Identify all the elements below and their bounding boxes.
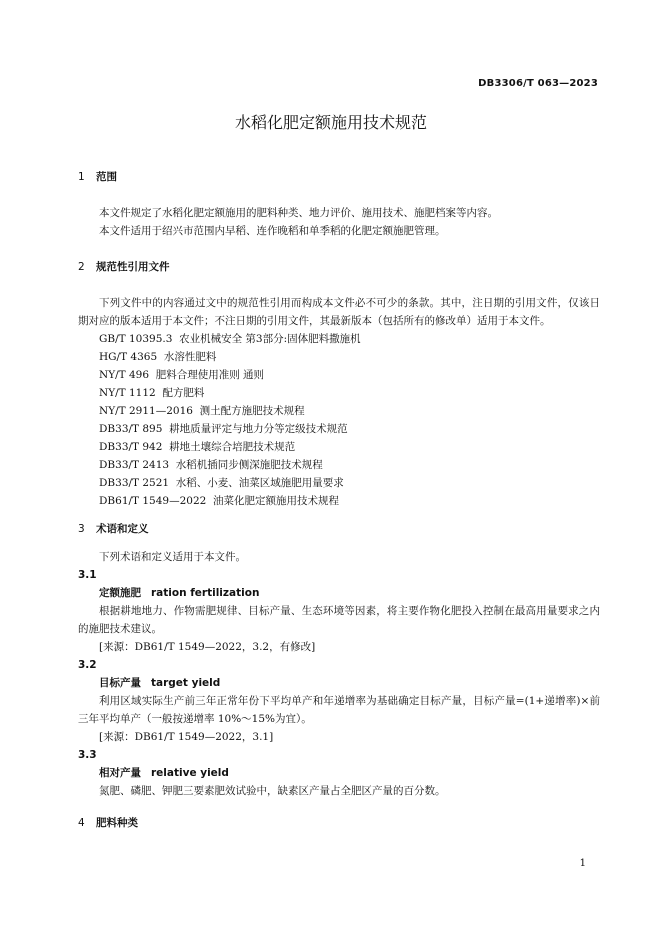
term-name (78, 584, 600, 602)
reference-item: NY/T 496 肥料合理使用准则 通则 (99, 369, 265, 381)
document-title: 水稻化肥定额施用技术规范 (234, 113, 427, 132)
term-name-zh: 定额施肥 (99, 587, 141, 599)
document-body (78, 168, 600, 832)
reference-item: HG/T 4365 水溶性肥料 (99, 351, 217, 363)
section-4-heading (78, 814, 600, 832)
term-name-en: relative yield (151, 767, 229, 779)
term-definition: 根据耕地地力、作物需肥规律、目标产量、生态环境等因素，将主要作物化肥投入控制在最高用量要求之内的施肥技术建议。 (78, 605, 600, 635)
paragraph: 下列文件中的内容通过文中的规范性引用而构成本文件必不可少的条款。其中，注日期的引用文件，仅该日期对应的版本适用于本文件；不注日期的引用文件，其最新版本（包括所有的修改单）适用于本文件。 (78, 297, 600, 327)
term-name-en: ration fertilization (151, 587, 260, 599)
term-name (78, 674, 600, 692)
term-name-en: target yield (151, 677, 221, 689)
section-title: 范围 (96, 171, 117, 183)
term-number: 3.2 (78, 659, 97, 671)
term-name (78, 764, 600, 782)
reference-item: DB33/T 2413 水稻机插同步侧深施肥技术规程 (99, 459, 323, 471)
section-title: 规范性引用文件 (96, 261, 170, 273)
section-number: 3 (78, 523, 85, 535)
reference-item: DB33/T 2521 水稻、小麦、油菜区域施肥用量要求 (99, 477, 344, 489)
term-name-zh: 相对产量 (99, 767, 141, 779)
section-2-heading (78, 258, 600, 276)
document-code: DB3306/T 063—2023 (478, 78, 598, 89)
paragraph: 本文件适用于绍兴市范围内早稻、连作晚稻和单季稻的化肥定额施肥管理。 (99, 225, 446, 237)
section-number: 4 (78, 817, 85, 829)
section-number: 1 (78, 171, 85, 183)
reference-item: GB/T 10395.3 农业机械安全 第3部分:固体肥料撒施机 (99, 333, 361, 345)
paragraph: 下列术语和定义适用于本文件。 (99, 551, 246, 563)
section-1-heading (78, 168, 600, 186)
reference-item: DB33/T 942 耕地土壤综合培肥技术规范 (99, 441, 296, 453)
section-3-heading (78, 520, 600, 538)
reference-item: DB61/T 1549—2022 油菜化肥定额施用技术规程 (99, 495, 339, 507)
section-title: 术语和定义 (96, 523, 149, 535)
page-number: 1 (579, 858, 586, 869)
reference-item: NY/T 2911—2016 测土配方施肥技术规程 (99, 405, 305, 417)
paragraph: 本文件规定了水稻化肥定额施用的肥料种类、地力评价、施用技术、施肥档案等内容。 (99, 207, 498, 219)
term-name-zh: 目标产量 (99, 677, 141, 689)
term-number: 3.3 (78, 749, 97, 761)
term-number: 3.1 (78, 569, 97, 581)
term-source: [来源：DB61/T 1549—2022，3.1] (99, 731, 274, 743)
reference-item: NY/T 1112 配方肥料 (99, 387, 205, 399)
section-number: 2 (78, 261, 85, 273)
reference-item: DB33/T 895 耕地质量评定与地力分等定级技术规范 (99, 423, 348, 435)
term-definition: 利用区域实际生产前三年正常年份下平均单产和年递增率为基础确定目标产量，目标产量=(1+递增率)×前三年平均单产（一般按递增率 10%～15%为宜）。 (78, 695, 600, 725)
term-source: [来源：DB61/T 1549—2022，3.2，有修改] (99, 641, 316, 653)
section-title: 肥料种类 (96, 817, 138, 829)
term-definition: 氮肥、磷肥、钾肥三要素肥效试验中，缺素区产量占全肥区产量的百分数。 (99, 785, 446, 797)
